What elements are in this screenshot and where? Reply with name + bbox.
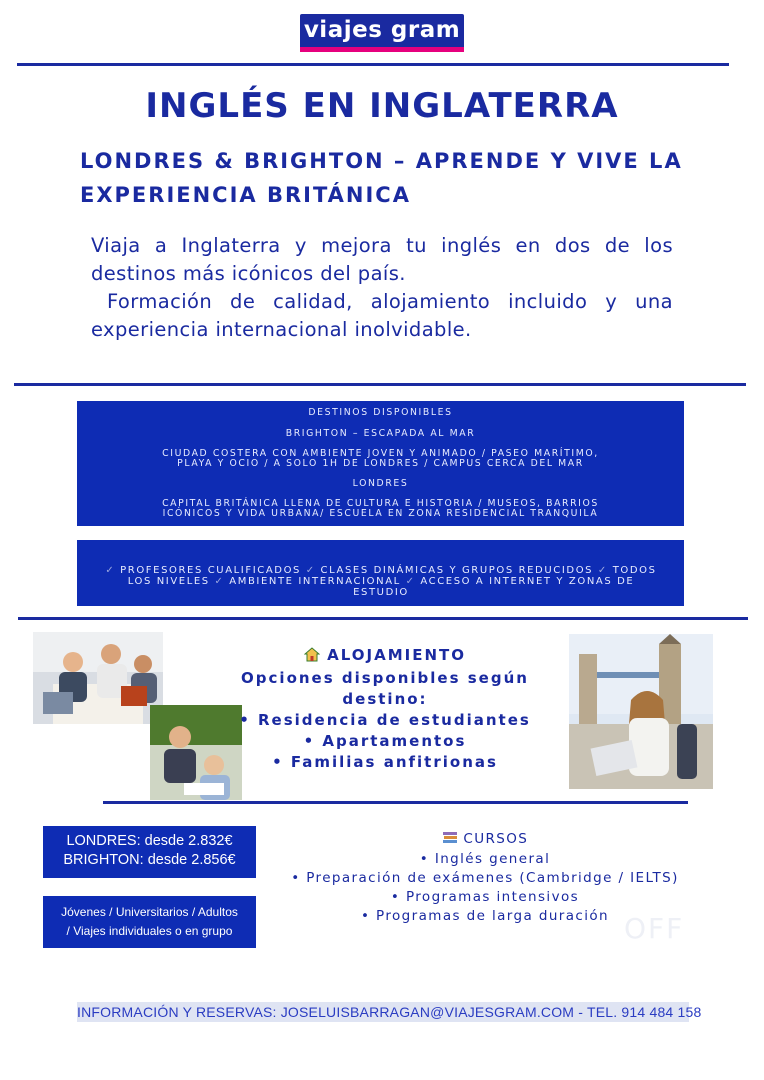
intro-paragraph-1: Viaja a Inglaterra y mejora tu inglés en dos de los destinos más icónicos del país. xyxy=(91,234,673,285)
brand-logo[interactable] xyxy=(300,14,464,52)
londres-desc-line-2: ICÓNICOS Y VIDA URBANA/ ESCUELA EN ZONA RESIDENCIAL TRANQUILA xyxy=(162,508,599,519)
feature-item: CLASES DINÁMICAS Y GRUPOS REDUCIDOS xyxy=(320,565,594,576)
brighton-desc-line-2: PLAYA Y OCIO / A SOLO 1H DE LONDRES / CAMPUS CERCA DEL MAR xyxy=(177,458,584,469)
top-divider xyxy=(17,63,729,66)
feature-item: TODOS LOS NIVELES xyxy=(127,565,657,587)
accommodation-option: • Familias anfitrionas xyxy=(272,753,498,771)
study-photo xyxy=(150,705,242,800)
books-icon xyxy=(442,831,458,850)
house-icon xyxy=(304,647,320,668)
accommodation-intro-line-2: destino: xyxy=(342,690,428,708)
watermark: OFF xyxy=(624,912,685,945)
londres-title: LONDRES xyxy=(352,478,409,489)
intro-text xyxy=(91,232,673,344)
course-item: • Inglés general xyxy=(419,851,551,867)
price-brighton: BRIGHTON: desde 2.856€ xyxy=(63,852,236,868)
accommodation-section xyxy=(230,645,540,773)
courses-heading: CURSOS xyxy=(463,831,529,847)
course-item: • Preparación de exámenes (Cambridge / IELTS) xyxy=(291,870,679,886)
section-divider-1 xyxy=(14,383,746,386)
check-icon: ✓ xyxy=(105,565,116,576)
contact-footer[interactable]: INFORMACIÓN Y RESERVAS: JOSELUISBARRAGAN@VIAJESGRAM.COM - TEL. 914 484 158 xyxy=(77,1004,702,1020)
feature-item: ACCESO A INTERNET Y ZONAS DE ESTUDIO xyxy=(353,576,635,598)
check-icon: ✓ xyxy=(597,565,608,576)
check-icon: ✓ xyxy=(305,565,316,576)
audience-line-1: Jóvenes / Universitarios / Adultos xyxy=(61,905,238,919)
features-list xyxy=(101,565,661,598)
feature-item: PROFESORES CUALIFICADOS xyxy=(120,565,301,576)
feature-item: AMBIENTE INTERNACIONAL xyxy=(229,576,401,587)
price-londres: LONDRES: desde 2.832€ xyxy=(66,833,233,849)
courses-heading-row xyxy=(280,830,690,850)
page-title: INGLÉS EN INGLATERRA xyxy=(145,86,619,126)
destinations-heading: DESTINOS DISPONIBLES xyxy=(308,407,453,418)
accommodation-option: • Apartamentos xyxy=(303,732,467,750)
audience-box xyxy=(43,896,256,948)
section-divider-2 xyxy=(18,617,748,620)
brighton-title: BRIGHTON – ESCAPADA AL MAR xyxy=(285,428,476,439)
londres-desc-line-1: CAPITAL BRITÁNICA LLENA DE CULTURA E HISTORIA / MUSEOS, BARRIOS xyxy=(162,498,599,509)
brand-name: viajes gram xyxy=(303,17,461,43)
destinations-panel xyxy=(77,401,684,526)
brighton-desc-line-1: CIUDAD COSTERA CON AMBIENTE JOVEN Y ANIMADO / PASEO MARÍTIMO, xyxy=(162,448,599,459)
course-item: • Programas de larga duración xyxy=(361,908,609,924)
accommodation-heading: ALOJAMIENTO xyxy=(327,646,467,664)
check-icon: ✓ xyxy=(214,576,225,587)
price-box xyxy=(43,826,256,878)
accommodation-intro-line-1: Opciones disponibles según xyxy=(241,669,529,687)
page-subtitle: LONDRES & BRIGHTON – APRENDE Y VIVE LA EXPERIENCIA BRITÁNICA xyxy=(80,149,683,207)
students-photo xyxy=(33,632,163,724)
intro-paragraph-2: Formación de calidad, alojamiento incluido y una experiencia internacional inolvidable. xyxy=(91,290,673,341)
logo-accent-bar xyxy=(300,47,464,52)
features-panel xyxy=(77,540,684,606)
audience-line-2: / Viajes individuales o en grupo xyxy=(66,924,233,938)
course-item: • Programas intensivos xyxy=(390,889,580,905)
check-icon: ✓ xyxy=(405,576,416,587)
section-divider-3 xyxy=(103,801,688,804)
accommodation-option: • Residencia de estudiantes xyxy=(239,711,531,729)
london-tower-bridge-photo xyxy=(569,634,713,789)
accommodation-heading-row xyxy=(230,645,540,668)
